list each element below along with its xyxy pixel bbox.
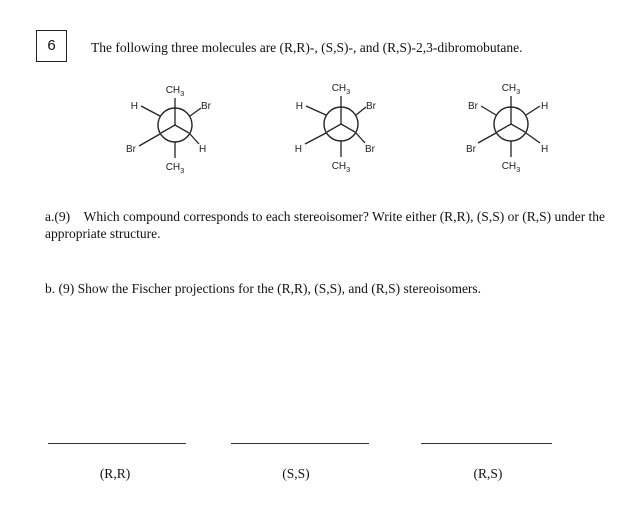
substituent-upper-left: Br (468, 101, 478, 112)
substituent-lower-right: H (541, 144, 549, 155)
answer-label-rr: (R,R) (99, 466, 131, 481)
substituent-top: $CH_3$ (165, 85, 185, 98)
substituent-upper-left: H (130, 101, 138, 112)
back-bond-upper-left (481, 106, 496, 115)
question-number: 6 (47, 37, 56, 54)
part-a-label: a.(9) (45, 209, 71, 224)
question-heading: The following three molecules are (R,R)-, (S,S)-, and (R,S)-2,3-dibromobutane. (91, 40, 523, 55)
answer-blank-rs[interactable] (421, 443, 552, 444)
part-b-question: b. (9) Show the Fischer projections for the (R,R), (S,S), and (R,S) stereoisomers. (45, 281, 482, 296)
front-bond-right (511, 124, 525, 132)
substituent-bottom: $CH_3$ (165, 162, 185, 175)
substituent-lower-left: Br (466, 144, 476, 155)
substituent-upper-left: H (295, 101, 303, 112)
substituent-top: $CH_3$ (331, 83, 351, 96)
front-bond-left (497, 124, 511, 132)
back-bond-upper-right (526, 106, 540, 115)
answer-blank-ss[interactable] (231, 443, 369, 444)
substituent-lower-left: H (294, 144, 302, 155)
substituent-bottom: $CH_3$ (331, 161, 351, 174)
substituent-upper-right: H (541, 101, 549, 112)
answer-label-ss: (S,S) (282, 466, 310, 481)
substituent-top: $CH_3$ (501, 83, 521, 96)
answer-blank-rr[interactable] (48, 443, 186, 444)
substituent-lower-left: Br (126, 144, 136, 155)
part-a-text: Which compound corresponds to each stereoisomer? Write either (R,R), (S,S) or (R,S) under the appropriate structure. (45, 209, 606, 241)
substituent-lower-right: H (199, 144, 207, 155)
back-bond-lower-right (526, 133, 540, 143)
substituent-upper-right: Br (201, 101, 211, 112)
back-bond-lower-left (478, 133, 496, 143)
substituent-lower-right: Br (365, 144, 375, 155)
part-a-question (45, 208, 620, 242)
answer-label-rs: (R,S) (473, 466, 503, 481)
substituent-upper-right: Br (366, 101, 376, 112)
substituent-bottom: $CH_3$ (501, 161, 521, 174)
